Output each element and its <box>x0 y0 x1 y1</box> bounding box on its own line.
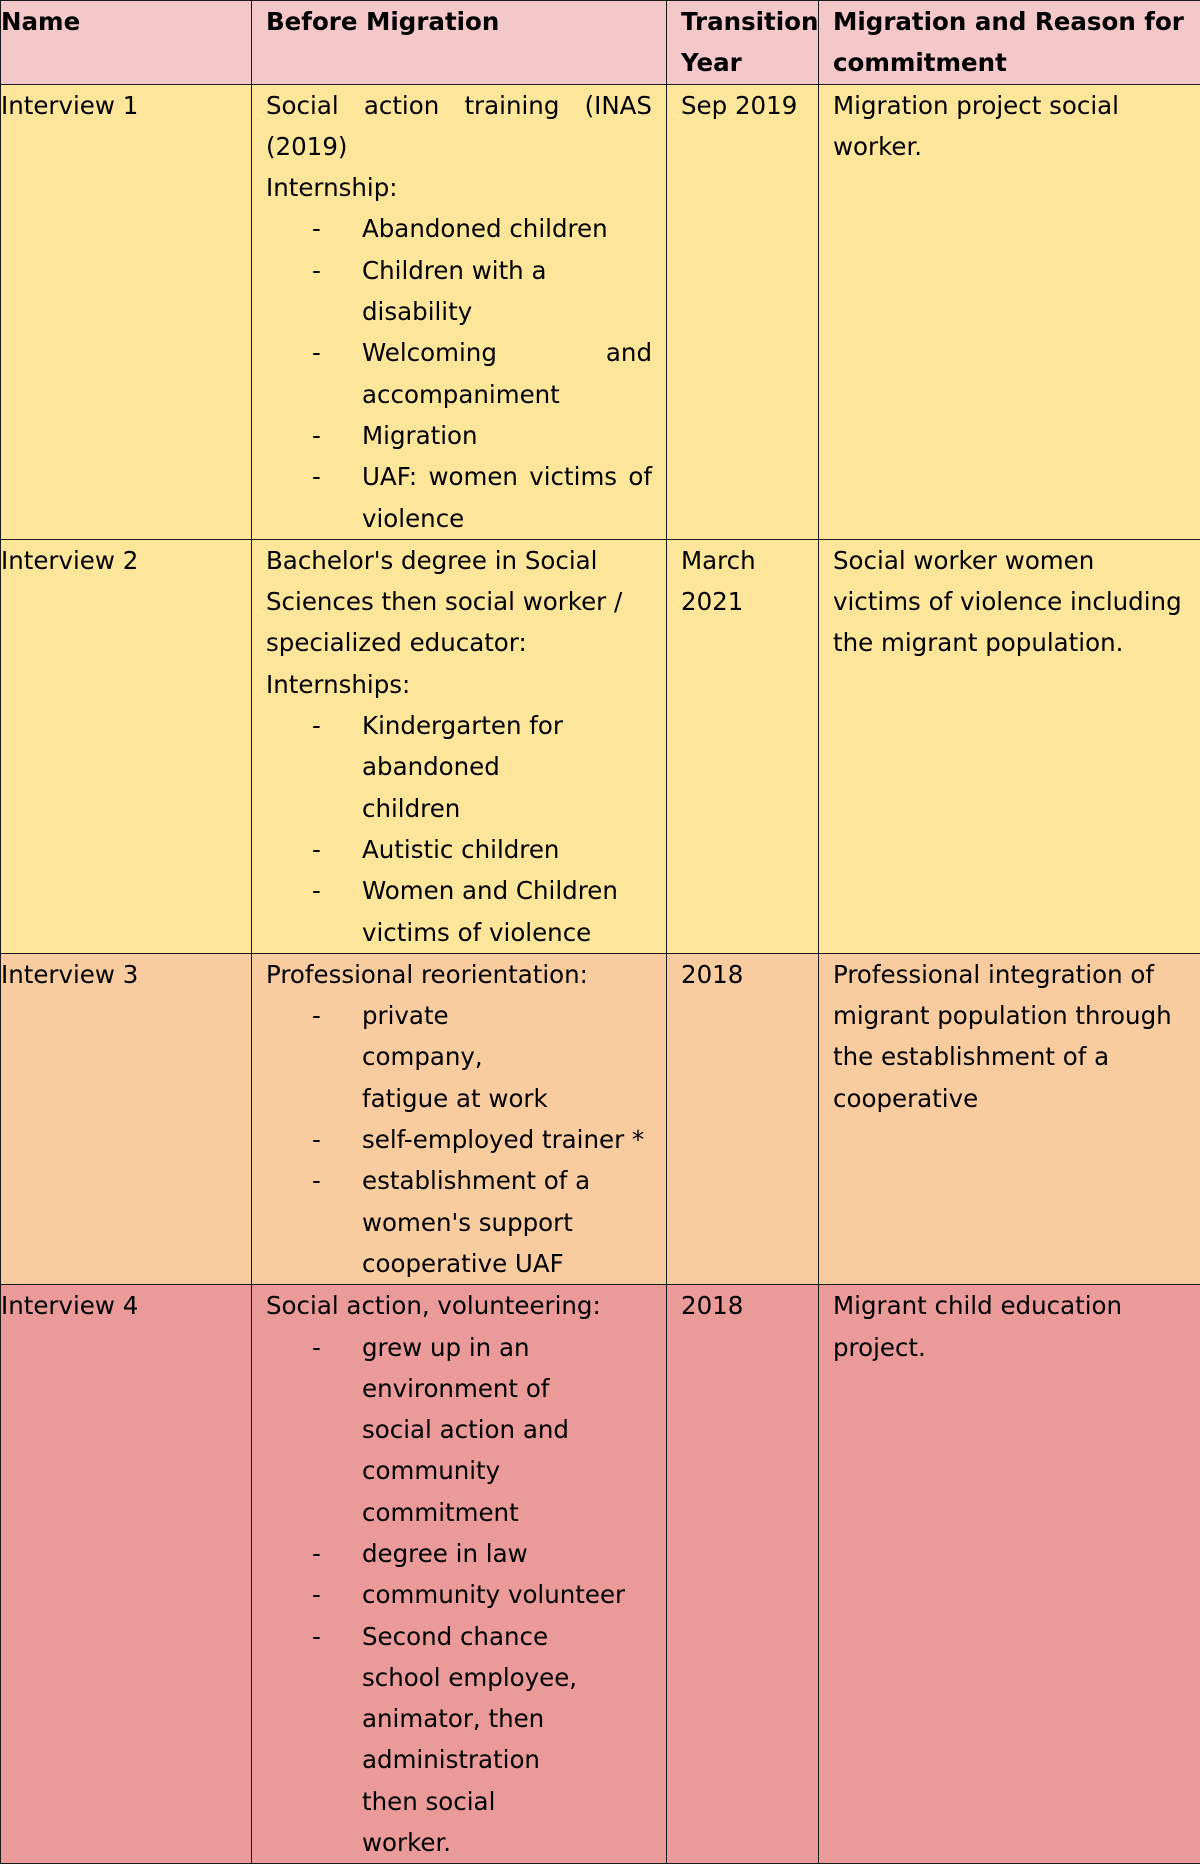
row-migration-reason: Migrant child education project. <box>819 1285 1200 1864</box>
row-migration-reason: Social worker women victims of violence including the migrant population. <box>819 539 1200 953</box>
list-item: - establishment of a women's support cooperative UAF <box>266 1160 652 1284</box>
before-intro: Internships: <box>266 664 652 705</box>
row-name: Interview 2 <box>1 539 252 953</box>
row-transition-year: March 2021 <box>667 539 819 953</box>
list-item: - UAF: women victims of violence <box>266 456 652 539</box>
row-name: Interview 1 <box>1 84 252 539</box>
row-migration-reason: Migration project social worker. <box>819 84 1200 539</box>
before-list <box>266 705 652 953</box>
header-name: Name <box>1 1 252 85</box>
header-before-migration: Before Migration <box>252 1 667 85</box>
row-migration-reason: Professional integration of migrant population through the establishment of a cooperative <box>819 953 1200 1284</box>
row-name: Interview 3 <box>1 953 252 1284</box>
before-intro: Professional reorientation: <box>266 954 652 995</box>
row-before-migration <box>252 1285 667 1864</box>
row-transition-year: 2018 <box>667 953 819 1284</box>
before-list <box>266 995 652 1284</box>
list-item: - Welcoming and accompaniment <box>266 332 652 415</box>
table-row <box>1 953 1200 1284</box>
table-header-row <box>1 1 1200 85</box>
list-item: - Second chance school employee, animator, then administration then social worker. <box>266 1616 652 1864</box>
before-list <box>266 1327 652 1864</box>
list-item: - Abandoned children <box>266 208 652 249</box>
list-item: - Children with a disability <box>266 250 652 333</box>
table-row <box>1 84 1200 539</box>
row-transition-year: 2018 <box>667 1285 819 1864</box>
row-transition-year: Sep 2019 <box>667 84 819 539</box>
before-list <box>266 208 652 538</box>
header-transition-year: Transition Year <box>667 1 819 85</box>
list-item: - grew up in an environment of social action and community commitment <box>266 1327 652 1533</box>
row-before-migration <box>252 953 667 1284</box>
row-before-migration <box>252 84 667 539</box>
before-intro: Social action training (INAS (2019) <box>266 85 652 168</box>
list-item: - Migration <box>266 415 652 456</box>
list-item: - private company, fatigue at work <box>266 995 652 1119</box>
row-before-migration <box>252 539 667 953</box>
list-item: - Autistic children <box>266 829 652 870</box>
header-migration-reason: Migration and Reason for commitment <box>819 1 1200 85</box>
table-row <box>1 1285 1200 1864</box>
before-intro: Bachelor's degree in Social Sciences then social worker / specialized educator: <box>266 540 652 664</box>
table-row <box>1 539 1200 953</box>
row-name: Interview 4 <box>1 1285 252 1864</box>
list-item: - Kindergarten for abandoned children <box>266 705 652 829</box>
before-intro: Internship: <box>266 167 652 208</box>
list-item: - community volunteer <box>266 1574 652 1615</box>
before-intro: Social action, volunteering: <box>266 1285 652 1326</box>
list-item: - self-employed trainer * <box>266 1119 652 1160</box>
list-item: - degree in law <box>266 1533 652 1574</box>
list-item: - Women and Children victims of violence <box>266 870 652 953</box>
